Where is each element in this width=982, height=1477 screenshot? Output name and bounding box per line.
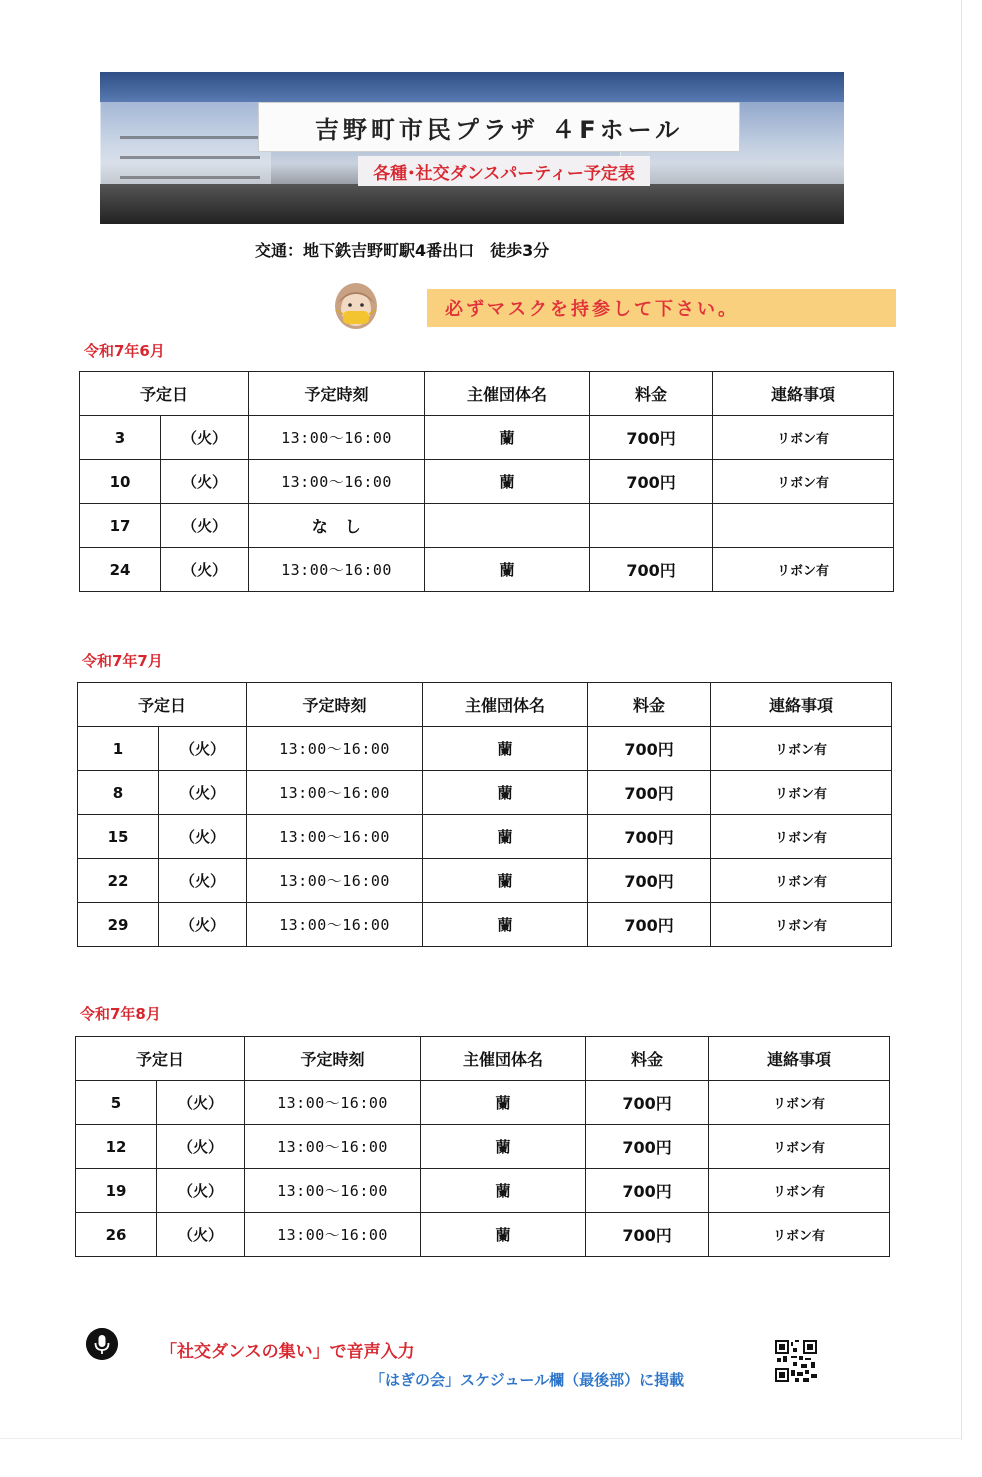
header-time: 予定時刻 [245, 1037, 421, 1081]
organizer-cell: 蘭 [423, 815, 588, 859]
schedule-table-july [77, 682, 892, 947]
organizer-cell: 蘭 [421, 1125, 586, 1169]
note-cell: リボン有 [713, 416, 894, 460]
note-cell: リボン有 [713, 460, 894, 504]
weekday-cell: （火） [157, 1125, 245, 1169]
weekday-cell: （火） [159, 815, 247, 859]
table-row [80, 416, 894, 460]
note-cell: リボン有 [711, 815, 892, 859]
weekday-cell: （火） [161, 460, 249, 504]
building-stripe [120, 156, 260, 159]
note-cell: リボン有 [711, 859, 892, 903]
organizer-cell: 蘭 [421, 1213, 586, 1257]
header-notes: 連絡事項 [711, 683, 892, 727]
organizer-cell: 蘭 [423, 903, 588, 947]
schedule-table-june [79, 371, 894, 592]
fee-cell: 700円 [588, 903, 711, 947]
month-heading: 令和7年7月 [82, 652, 163, 670]
voice-search-hint: 「社交ダンスの集い」で音声入力 [160, 1342, 415, 1362]
header-time: 予定時刻 [247, 683, 423, 727]
weekday-cell: （火） [159, 771, 247, 815]
weekday-cell: （火） [157, 1081, 245, 1125]
table-header-row [78, 683, 892, 727]
month-heading: 令和7年6月 [84, 342, 165, 360]
time-cell: 13:00～16:00 [247, 727, 423, 771]
time-cell: 13:00～16:00 [245, 1213, 421, 1257]
time-cell: 13:00～16:00 [247, 815, 423, 859]
table-row [78, 727, 892, 771]
organizer-cell: 蘭 [423, 771, 588, 815]
note-cell: リボン有 [713, 548, 894, 592]
header-organizer: 主催団体名 [425, 372, 590, 416]
time-cell: 13:00～16:00 [249, 460, 425, 504]
fee-cell: 700円 [588, 771, 711, 815]
table-row [78, 771, 892, 815]
fee-cell: 700円 [586, 1125, 709, 1169]
masked-person-icon [333, 282, 379, 332]
weekday-cell: （火） [157, 1213, 245, 1257]
table-row [76, 1125, 890, 1169]
organizer-cell: 蘭 [423, 859, 588, 903]
note-cell [713, 504, 894, 548]
time-cell: 13:00～16:00 [249, 416, 425, 460]
day-cell: 19 [76, 1169, 157, 1213]
time-cell: 13:00～16:00 [245, 1125, 421, 1169]
day-cell: 5 [76, 1081, 157, 1125]
note-cell: リボン有 [711, 727, 892, 771]
fee-cell: 700円 [586, 1081, 709, 1125]
fee-cell: 700円 [588, 815, 711, 859]
page-edge-bottom [0, 1438, 962, 1439]
ground-strip [100, 184, 844, 224]
day-cell: 15 [78, 815, 159, 859]
table-row [80, 460, 894, 504]
organizer-cell: 蘭 [421, 1081, 586, 1125]
header-date: 予定日 [78, 683, 247, 727]
day-cell: 8 [78, 771, 159, 815]
note-cell: リボン有 [709, 1213, 890, 1257]
time-cell: 13:00～16:00 [247, 771, 423, 815]
fee-cell [590, 504, 713, 548]
table-header-row [76, 1037, 890, 1081]
weekday-cell: （火） [159, 727, 247, 771]
time-cell: 13:00～16:00 [249, 548, 425, 592]
fee-cell: 700円 [590, 416, 713, 460]
day-cell: 3 [80, 416, 161, 460]
header-fee: 料金 [588, 683, 711, 727]
weekday-cell: （火） [161, 548, 249, 592]
header-banner [100, 72, 844, 224]
mask-notice: 必ずマスクを持参して下さい。 [427, 289, 896, 327]
note-cell: リボン有 [709, 1169, 890, 1213]
day-cell: 26 [76, 1213, 157, 1257]
table-row [80, 504, 894, 548]
fee-cell: 700円 [588, 727, 711, 771]
table-row [78, 903, 892, 947]
schedule-table-august [75, 1036, 890, 1257]
table-row [76, 1169, 890, 1213]
time-cell: な し [249, 504, 425, 548]
schedule-reference: 「はぎの会」スケジュール欄（最後部）に掲載 [370, 1371, 685, 1389]
header-notes: 連絡事項 [709, 1037, 890, 1081]
day-cell: 24 [80, 548, 161, 592]
page-subtitle: 各種･社交ダンスパーティー予定表 [358, 156, 650, 186]
header-date: 予定日 [80, 372, 249, 416]
fee-cell: 700円 [586, 1169, 709, 1213]
note-cell: リボン有 [709, 1125, 890, 1169]
qr-code-icon[interactable] [775, 1340, 817, 1382]
table-header-row [80, 372, 894, 416]
time-cell: 13:00～16:00 [245, 1081, 421, 1125]
header-organizer: 主催団体名 [421, 1037, 586, 1081]
page-edge-right [961, 0, 962, 1440]
day-cell: 29 [78, 903, 159, 947]
fee-cell: 700円 [590, 460, 713, 504]
table-row [76, 1213, 890, 1257]
table-row [78, 859, 892, 903]
weekday-cell: （火） [157, 1169, 245, 1213]
access-info: 交通：地下鉄吉野町駅4番出口 徒歩3分 [255, 241, 550, 260]
organizer-cell: 蘭 [423, 727, 588, 771]
day-cell: 22 [78, 859, 159, 903]
table-row [76, 1081, 890, 1125]
microphone-icon [86, 1328, 118, 1360]
header-fee: 料金 [586, 1037, 709, 1081]
time-cell: 13:00～16:00 [247, 859, 423, 903]
weekday-cell: （火） [159, 903, 247, 947]
weekday-cell: （火） [161, 504, 249, 548]
organizer-cell: 蘭 [425, 416, 590, 460]
organizer-cell: 蘭 [421, 1169, 586, 1213]
weekday-cell: （火） [161, 416, 249, 460]
fee-cell: 700円 [590, 548, 713, 592]
note-cell: リボン有 [709, 1081, 890, 1125]
day-cell: 12 [76, 1125, 157, 1169]
table-row [80, 548, 894, 592]
organizer-cell: 蘭 [425, 548, 590, 592]
header-notes: 連絡事項 [713, 372, 894, 416]
header-fee: 料金 [590, 372, 713, 416]
organizer-cell [425, 504, 590, 548]
time-cell: 13:00～16:00 [245, 1169, 421, 1213]
building-stripe [120, 136, 260, 139]
fee-cell: 700円 [586, 1213, 709, 1257]
building-stripe [120, 176, 260, 179]
day-cell: 17 [80, 504, 161, 548]
header-organizer: 主催団体名 [423, 683, 588, 727]
header-date: 予定日 [76, 1037, 245, 1081]
organizer-cell: 蘭 [425, 460, 590, 504]
day-cell: 1 [78, 727, 159, 771]
month-heading: 令和7年8月 [80, 1005, 161, 1023]
weekday-cell: （火） [159, 859, 247, 903]
table-row [78, 815, 892, 859]
header-time: 予定時刻 [249, 372, 425, 416]
time-cell: 13:00～16:00 [247, 903, 423, 947]
day-cell: 10 [80, 460, 161, 504]
note-cell: リボン有 [711, 903, 892, 947]
page-title: 吉野町市民プラザ ４Fホール [258, 102, 740, 152]
note-cell: リボン有 [711, 771, 892, 815]
fee-cell: 700円 [588, 859, 711, 903]
